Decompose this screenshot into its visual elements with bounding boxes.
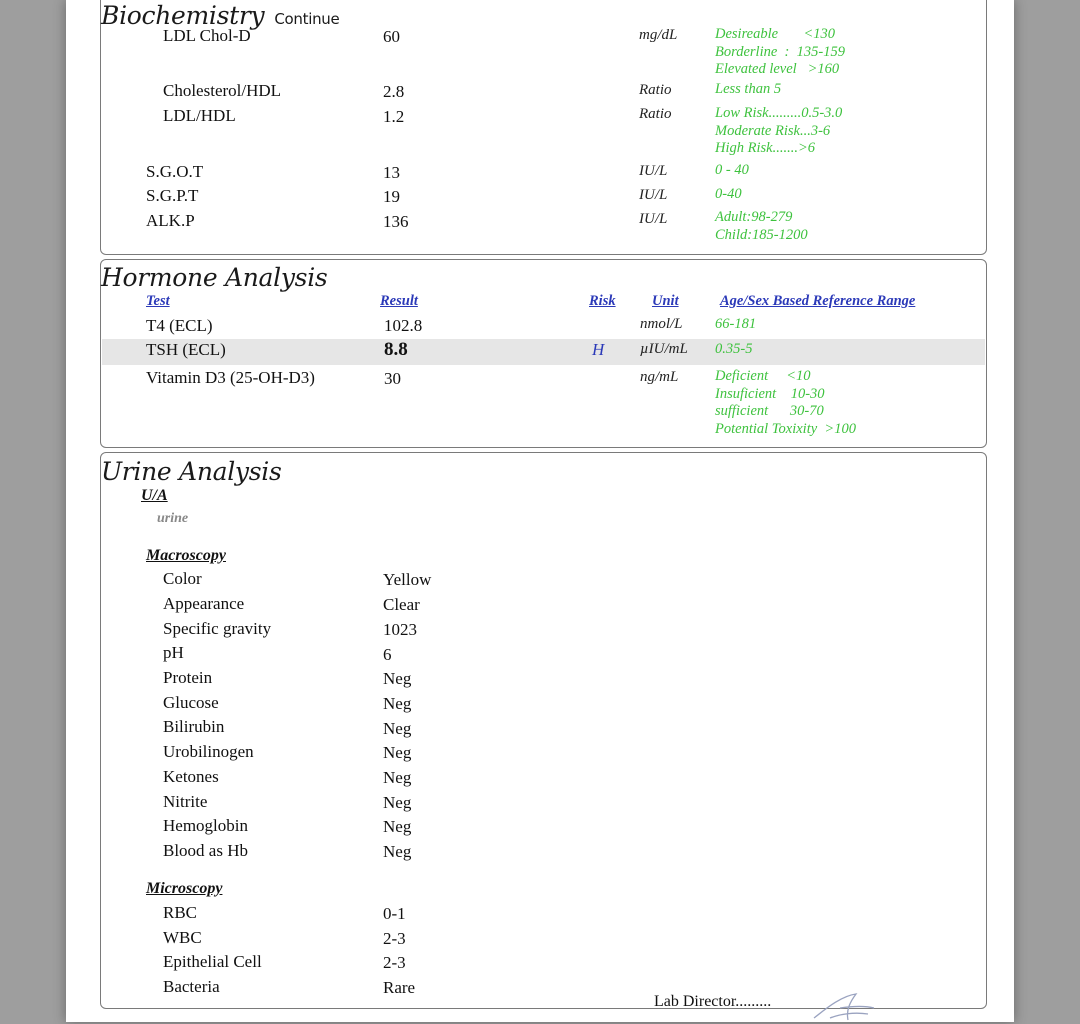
abnormal-row-highlight xyxy=(102,339,985,365)
urine-title: Urine Analysis xyxy=(101,457,282,486)
test-result: 1023 xyxy=(383,620,417,639)
test-result: 19 xyxy=(383,187,400,206)
ua-code: U/A xyxy=(141,487,168,504)
test-name: T4 (ECL) xyxy=(146,316,213,335)
test-result-abnormal: 8.8 xyxy=(384,339,408,360)
test-result: Yellow xyxy=(383,570,432,589)
header-result: Result xyxy=(380,293,418,309)
test-name: Bacteria xyxy=(163,977,220,996)
test-result: Rare xyxy=(383,978,416,997)
reference-range: Less than 5 xyxy=(715,81,782,97)
hormone-title: Hormone Analysis xyxy=(101,263,328,292)
test-result: 102.8 xyxy=(384,316,423,335)
test-result: 136 xyxy=(383,212,409,231)
test-unit: IU/L xyxy=(639,211,668,227)
test-name: LDL/HDL xyxy=(163,106,236,125)
header-reference-range: Age/Sex Based Reference Range xyxy=(720,293,916,309)
test-unit: ng/mL xyxy=(640,369,679,385)
continue-label: Continue xyxy=(274,10,340,28)
risk-flag: H xyxy=(592,340,605,359)
test-result: 0-1 xyxy=(383,904,406,923)
test-result: Neg xyxy=(383,669,412,688)
header-risk: Risk xyxy=(589,293,616,309)
report-page xyxy=(66,0,1014,1022)
test-result: 1.2 xyxy=(383,107,405,126)
test-result: Neg xyxy=(383,719,412,738)
test-name: Bilirubin xyxy=(163,717,225,736)
test-result: Neg xyxy=(383,768,412,787)
test-name: ALK.P xyxy=(146,211,195,230)
test-name: Appearance xyxy=(163,594,245,613)
test-result: Neg xyxy=(383,743,412,762)
test-name: S.G.P.T xyxy=(146,186,199,205)
test-result: 30 xyxy=(384,369,401,388)
test-unit: Ratio xyxy=(639,106,672,122)
test-result: Neg xyxy=(383,817,412,836)
test-name: Nitrite xyxy=(163,792,208,811)
reference-range: Low Risk.........0.5-3.0 Moderate Risk...3-6 High Risk.......>6 xyxy=(715,105,843,156)
test-name: LDL Chol-D xyxy=(163,26,251,45)
signature-mark xyxy=(810,988,880,1024)
test-name: Epithelial Cell xyxy=(163,952,262,971)
test-unit: IU/L xyxy=(639,187,668,203)
reference-range: Deficient <10 Insuficient 10-30 sufficient 30-70 Potential Toxixity >100 xyxy=(715,368,856,437)
lab-director-label: Lab Director......... xyxy=(654,993,772,1010)
test-name: S.G.O.T xyxy=(146,162,204,181)
reference-range: 0.35-5 xyxy=(715,341,753,357)
test-name: Color xyxy=(163,569,202,588)
reference-range: 66-181 xyxy=(715,316,757,332)
section-title-text: Biochemistry xyxy=(101,1,265,30)
test-name: Urobilinogen xyxy=(163,742,254,761)
reference-range: Adult:98-279 Child:185-1200 xyxy=(715,209,808,243)
test-name: Blood as Hb xyxy=(163,841,248,860)
test-unit: IU/L xyxy=(639,163,668,179)
reference-range: 0 - 40 xyxy=(715,162,749,178)
test-unit: µIU/mL xyxy=(640,341,688,357)
microscopy-heading: Microscopy xyxy=(146,880,223,897)
test-result: 2-3 xyxy=(383,953,406,972)
test-name: WBC xyxy=(163,928,202,947)
reference-range: 0-40 xyxy=(715,186,742,202)
test-name: Protein xyxy=(163,668,213,687)
test-unit: Ratio xyxy=(639,82,672,98)
specimen-label: urine xyxy=(157,511,189,526)
urine-section xyxy=(100,452,987,1009)
test-name: Vitamin D3 (25-OH-D3) xyxy=(146,368,315,387)
test-name: RBC xyxy=(163,903,198,922)
hormone-section xyxy=(100,259,987,448)
test-name: TSH (ECL) xyxy=(146,340,226,359)
header-test: Test xyxy=(146,293,170,309)
biochemistry-section xyxy=(100,0,987,255)
test-result: Neg xyxy=(383,842,412,861)
test-name: Specific gravity xyxy=(163,619,272,638)
test-name: Glucose xyxy=(163,693,219,712)
test-result: 2.8 xyxy=(383,82,405,101)
test-result: 13 xyxy=(383,163,400,182)
test-unit: nmol/L xyxy=(640,316,683,332)
test-result: Neg xyxy=(383,793,412,812)
test-name: pH xyxy=(163,643,184,662)
reference-range: Desireable <130 Borderline : 135-159 Elevated level >160 xyxy=(715,26,845,77)
test-result: 60 xyxy=(383,27,400,46)
header-unit: Unit xyxy=(652,293,679,309)
test-name: Ketones xyxy=(163,767,219,786)
test-result: Neg xyxy=(383,694,412,713)
test-result: 2-3 xyxy=(383,929,406,948)
macroscopy-heading: Macroscopy xyxy=(146,547,226,564)
test-result: 6 xyxy=(383,645,392,664)
test-result: Clear xyxy=(383,595,420,614)
test-name: Cholesterol/HDL xyxy=(163,81,282,100)
test-unit: mg/dL xyxy=(639,27,678,43)
test-name: Hemoglobin xyxy=(163,816,248,835)
